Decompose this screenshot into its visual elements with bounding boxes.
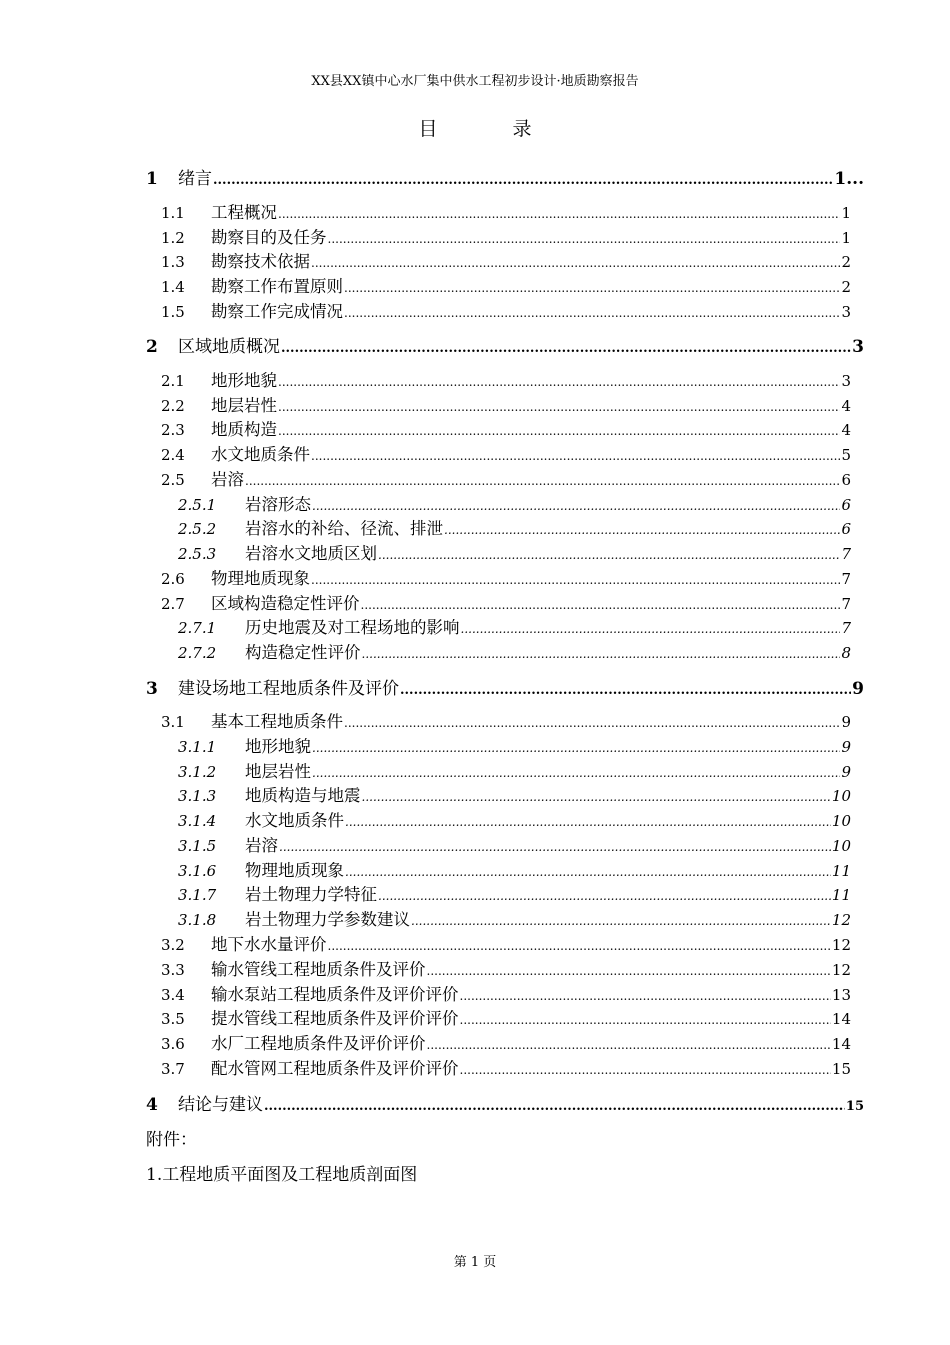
toc-entry-title: 构造稳定性评价 (245, 643, 361, 662)
toc-leader-dots (362, 790, 831, 804)
toc-entry-page: 11 (831, 862, 851, 880)
toc-entry-title: 配水管网工程地质条件及评价评价 (211, 1059, 459, 1078)
toc-entry-page: 14 (831, 1035, 851, 1053)
running-header: XX县XX镇中心水厂集中供水工程初步设计·地质勘察报告 (311, 74, 639, 89)
toc-leader-dots (411, 914, 831, 928)
toc-leader-dots (312, 741, 840, 755)
toc-leader-dots (460, 989, 831, 1003)
toc-entry-number: 3 (146, 679, 158, 699)
attachment-item: 1.工程地质平面图及工程地质剖面图 (146, 1165, 418, 1185)
toc-entry[interactable] (161, 1030, 851, 1054)
toc-leader-dots (328, 232, 841, 246)
toc-leader-dots (245, 474, 840, 488)
toc-leader-dots (312, 766, 840, 780)
toc-entry[interactable] (178, 491, 851, 515)
toc-entry[interactable] (178, 733, 851, 757)
toc-entry[interactable] (161, 565, 851, 589)
toc-entry[interactable] (178, 639, 851, 663)
toc-entry-page: 7 (841, 595, 851, 613)
toc-entry-title: 勘察工作完成情况 (211, 302, 343, 321)
toc-entry-page: 6 (841, 496, 851, 514)
toc-leader-dots (345, 815, 831, 829)
toc-entry-title: 历史地震及对工程场地的影响 (245, 618, 460, 637)
toc-entry-page: 5 (841, 446, 851, 464)
attachments-label: 附件： (146, 1130, 197, 1150)
toc-entry-number: 2.1 (161, 372, 185, 390)
toc-entry-number: 2.6 (161, 570, 185, 588)
toc-leader-dots (362, 647, 841, 661)
toc-entry-number: 1.1 (161, 204, 185, 222)
toc-entry-page: 4 (841, 421, 851, 439)
toc-leader-dots (378, 548, 840, 562)
toc-entry-title: 岩溶水的补给、径流、排泄 (245, 519, 443, 538)
toc-entry-title: 工程概况 (211, 203, 277, 222)
toc-entry-page: 3 (841, 303, 851, 321)
toc-title: 目 录 (418, 118, 560, 140)
toc-entry-title: 区域构造稳定性评价 (211, 594, 360, 613)
toc-entry-title: 岩土物理力学特征 (245, 885, 377, 904)
toc-entry-title: 建设场地工程地质条件及评价 (178, 679, 399, 699)
toc-entry-number: 3.1.7 (178, 886, 217, 904)
toc-entry-number: 2.5 (161, 471, 185, 489)
toc-entry[interactable] (178, 906, 851, 930)
toc-leader-dots (312, 499, 840, 513)
toc-entry[interactable] (146, 332, 864, 357)
toc-entry-number: 1 (146, 169, 158, 189)
toc-entry-title: 勘察目的及任务 (211, 228, 327, 247)
toc-leader-dots (264, 1099, 845, 1114)
toc-entry[interactable] (161, 416, 851, 440)
toc-entry[interactable] (161, 708, 851, 732)
toc-entry-number: 2.2 (161, 397, 185, 415)
toc-entry-number: 1.5 (161, 303, 185, 321)
toc-entry-title: 绪言 (178, 169, 212, 189)
toc-entry-title: 勘察工作布置原则 (211, 277, 343, 296)
toc-entry-number: 3.4 (161, 986, 185, 1004)
toc-entry-page: 13 (831, 986, 851, 1004)
toc-entry[interactable] (178, 782, 851, 806)
toc-leader-dots (460, 1063, 831, 1077)
toc-entry[interactable] (161, 1055, 851, 1079)
toc-entry-page: 15 (831, 1060, 851, 1078)
toc-entry-number: 1.3 (161, 253, 185, 271)
toc-entry-page: 3 (852, 337, 864, 357)
toc-entry-number: 3.1.2 (178, 763, 217, 781)
toc-entry-number: 3.1.3 (178, 787, 217, 805)
toc-leader-dots (344, 716, 840, 730)
toc-entry-title: 输水泵站工程地质条件及评价评价 (211, 985, 459, 1004)
toc-entry[interactable] (161, 590, 851, 614)
toc-entry-title: 结论与建议 (178, 1095, 263, 1115)
toc-entry-number: 2.7.1 (178, 619, 217, 637)
toc-entry[interactable] (161, 956, 851, 980)
toc-entry[interactable] (178, 515, 851, 539)
toc-entry-page: 6 (841, 471, 851, 489)
toc-entry-page: 14 (831, 1010, 851, 1028)
toc-entry-title: 地形地貌 (211, 371, 277, 390)
toc-entry-number: 2.4 (161, 446, 185, 464)
toc-entry-number: 2.5.3 (178, 545, 217, 563)
toc-entry-page: 12 (831, 961, 851, 979)
toc-entry-title: 输水管线工程地质条件及评价 (211, 960, 426, 979)
toc-leader-dots (344, 281, 840, 295)
toc-entry-title: 地下水水量评价 (211, 935, 327, 954)
toc-entry-title: 物理地质现象 (245, 861, 344, 880)
toc-entry[interactable] (178, 857, 851, 881)
toc-entry[interactable] (161, 273, 851, 297)
toc-entry[interactable] (178, 540, 851, 564)
toc-leader-dots (278, 207, 840, 221)
toc-entry-page: 9 (841, 713, 851, 731)
toc-entry-number: 3.1.6 (178, 862, 217, 880)
toc-leader-dots (281, 341, 851, 356)
toc-entry-page: 12 (831, 936, 851, 954)
toc-entry-title: 水厂工程地质条件及评价评价 (211, 1034, 426, 1053)
toc-entry-title: 地层岩性 (211, 396, 277, 415)
toc-entry-page: 2 (841, 278, 851, 296)
toc-entry-page: 9 (852, 679, 864, 699)
toc-entry-page: 1 (841, 204, 851, 222)
toc-entry[interactable] (178, 832, 851, 856)
toc-leader-dots (344, 306, 840, 320)
toc-entry[interactable] (178, 614, 851, 638)
toc-entry-title: 勘察技术依据 (211, 252, 310, 271)
toc-leader-dots (427, 964, 831, 978)
toc-leader-dots (361, 598, 841, 612)
toc-leader-dots (311, 449, 840, 463)
toc-entry-title: 岩溶形态 (245, 495, 311, 514)
toc-leader-dots (311, 573, 840, 587)
toc-entry-title: 地层岩性 (245, 762, 311, 781)
toc-entry-number: 4 (146, 1095, 158, 1115)
toc-entry[interactable] (161, 441, 851, 465)
toc-entry-number: 3.5 (161, 1010, 185, 1028)
toc-entry-page: 11 (831, 886, 851, 904)
page-footer: 第 1 页 (453, 1255, 497, 1270)
toc-entry-title: 地形地貌 (245, 737, 311, 756)
toc-entry-number: 2 (146, 337, 158, 357)
toc-entry-page: 3 (841, 372, 851, 390)
toc-entry-page: 7 (841, 545, 851, 563)
toc-entry-number: 3.1.8 (178, 911, 217, 929)
toc-entry-title: 提水管线工程地质条件及评价评价 (211, 1009, 459, 1028)
toc-entry-number: 3.1 (161, 713, 185, 731)
toc-entry-title: 地质构造与地震 (245, 786, 361, 805)
toc-entry[interactable] (146, 1090, 864, 1115)
toc-entry-page: 10 (831, 837, 851, 855)
toc-leader-dots (278, 375, 840, 389)
toc-entry-title: 水文地质条件 (245, 811, 344, 830)
toc-entry-number: 2.5.2 (178, 520, 217, 538)
toc-entry[interactable] (178, 758, 851, 782)
toc-entry-number: 1.4 (161, 278, 185, 296)
toc-entry[interactable] (161, 392, 851, 416)
toc-entry[interactable] (161, 298, 851, 322)
toc-entry-page: 1... (834, 169, 864, 189)
toc-leader-dots (400, 683, 851, 698)
toc-entry-number: 3.7 (161, 1060, 185, 1078)
toc-entry-number: 3.6 (161, 1035, 185, 1053)
toc-leader-dots (279, 840, 831, 854)
toc-entry-page: 8 (841, 644, 851, 662)
toc-entry-page: 1 (841, 229, 851, 247)
toc-entry-number: 3.1.1 (178, 738, 217, 756)
toc-entry-page: 7 (841, 570, 851, 588)
toc-entry-title: 岩溶水文地质区划 (245, 544, 377, 563)
toc-entry[interactable] (161, 367, 851, 391)
toc-entry[interactable] (178, 881, 851, 905)
toc-entry-title: 岩溶 (211, 470, 244, 489)
toc-entry-number: 3.1.5 (178, 837, 217, 855)
toc-entry-number: 3.2 (161, 936, 185, 954)
toc-entry-number: 3.3 (161, 961, 185, 979)
toc-entry-title: 物理地质现象 (211, 569, 310, 588)
toc-leader-dots (461, 622, 841, 636)
toc-leader-dots (311, 256, 840, 270)
toc-entry-title: 区域地质概况 (178, 337, 280, 357)
toc-entry-title: 地质构造 (211, 420, 277, 439)
toc-leader-dots (427, 1038, 831, 1052)
toc-entry-number: 2.7.2 (178, 644, 217, 662)
toc-leader-dots (278, 400, 840, 414)
toc-entry-title: 水文地质条件 (211, 445, 310, 464)
toc-entry-title: 岩土物理力学参数建议 (245, 910, 410, 929)
toc-entry-page: 10 (831, 787, 851, 805)
toc-entry-page: 9 (841, 738, 851, 756)
toc-entry-page: 4 (841, 397, 851, 415)
toc-entry-page: 2 (841, 253, 851, 271)
toc-entry[interactable] (161, 981, 851, 1005)
toc-leader-dots (378, 889, 831, 903)
toc-entry[interactable] (161, 466, 851, 490)
toc-entry-number: 2.5.1 (178, 496, 217, 514)
toc-leader-dots (345, 865, 831, 879)
toc-entry-page: 15 (845, 1099, 864, 1114)
toc-entry-page: 12 (831, 911, 851, 929)
toc-entry-number: 2.3 (161, 421, 185, 439)
toc-entry-page: 10 (831, 812, 851, 830)
toc-entry[interactable] (161, 248, 851, 272)
toc-leader-dots (460, 1013, 831, 1027)
toc-entry-number: 1.2 (161, 229, 185, 247)
toc-entry-number: 3.1.4 (178, 812, 217, 830)
toc-entry-page: 9 (841, 763, 851, 781)
toc-entry[interactable] (146, 674, 864, 699)
toc-entry[interactable] (161, 224, 851, 248)
toc-entry[interactable] (161, 199, 851, 223)
toc-entry[interactable] (161, 1005, 851, 1029)
toc-entry[interactable] (178, 807, 851, 831)
toc-leader-dots (444, 523, 840, 537)
toc-leader-dots (328, 939, 831, 953)
toc-leader-dots (278, 424, 840, 438)
toc-entry-page: 6 (841, 520, 851, 538)
toc-entry[interactable] (146, 164, 864, 189)
toc-entry-title: 岩溶 (245, 836, 278, 855)
toc-leader-dots (213, 173, 833, 188)
toc-entry[interactable] (161, 931, 851, 955)
toc-entry-number: 2.7 (161, 595, 185, 613)
toc-entry-title: 基本工程地质条件 (211, 712, 343, 731)
toc-entry-page: 7 (841, 619, 851, 637)
